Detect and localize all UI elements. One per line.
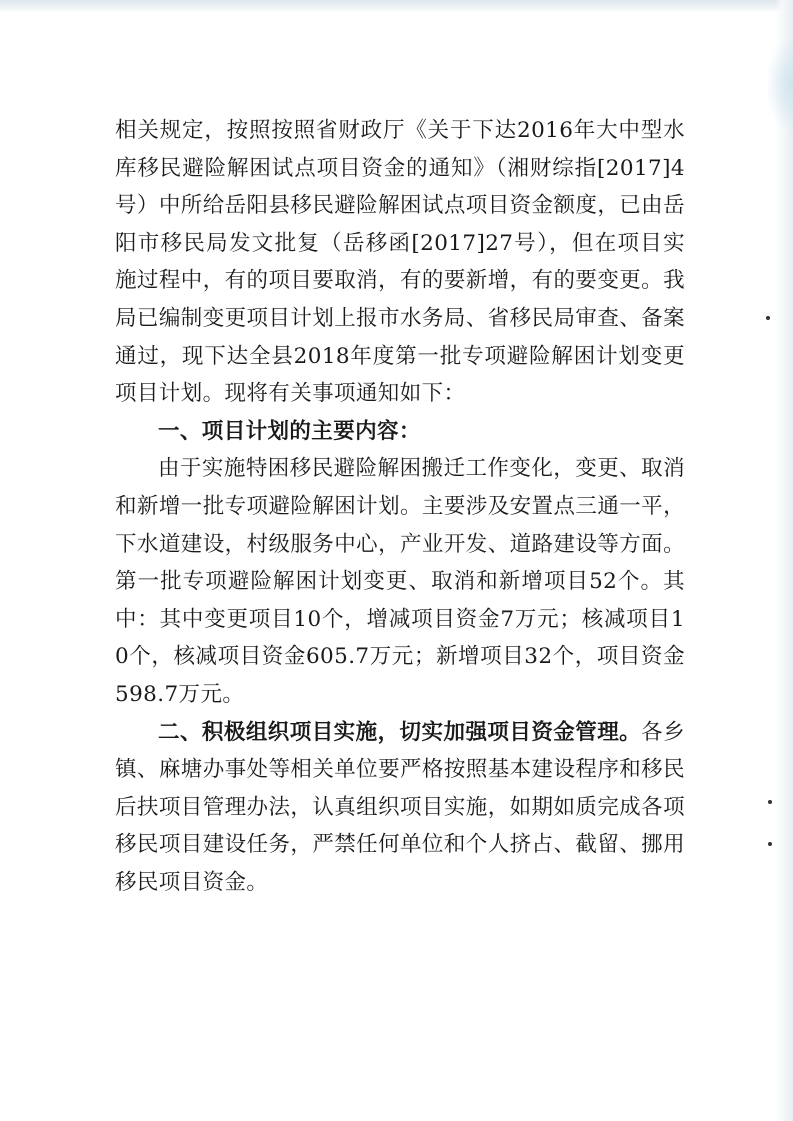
scan-speck <box>768 800 772 804</box>
scan-speck <box>768 842 772 846</box>
body-paragraph: 由于实施特困移民避险解困搬迁工作变化，变更、取消和新增一批专项避险解困计划。主要涉及安置点三通一平，下水道建设，村级服务中心，产业开发、道路建设等方面。第一批专项避险解困计划变更、取消和新增项目52个。其中：其中变更项目10个，增减项目资金7万元；核减项目10个，核减项目资金605.7万元；新增项目32个，项目资金598.7万元。 <box>115 456 685 707</box>
section-heading: 二、积极组织项目实施，切实加强项目资金管理。 <box>158 719 642 745</box>
scan-edge-right <box>775 0 793 1121</box>
scan-speck <box>766 316 770 320</box>
document-body <box>115 112 685 901</box>
section-text: 各乡镇、麻塘办事处等相关单位要严格按照基本建设程序和移民后扶项目管理办法，认真组织项目实施，如期如质完成各项移民项目建设任务，严禁任何单位和个人挤占、截留、挪用移民项目资金。 <box>115 719 685 895</box>
section-heading: 一、项目计划的主要内容： <box>158 418 421 444</box>
body-paragraph: 相关规定，按照按照省财政厅《关于下达2016年大中型水库移民避险解困试点项目资金的通知》（湘财综指[2017]4号）中所给岳阳县移民避险解困试点项目资金额度，已由岳阳市移民局发文批复（岳移函[2017]27号），但在项目实施过程中，有的项目要取消，有的要新增，有的要变更。我局已编制变更项目计划上报市水务局、省移民局审查、备案通过，现下达全县2018年度第一批专项避险解困计划变更项目计划。现将有关事项通知如下： <box>115 118 685 407</box>
scan-mark <box>767 40 793 130</box>
scan-edge-top <box>0 0 793 12</box>
body-paragraph <box>115 714 685 902</box>
